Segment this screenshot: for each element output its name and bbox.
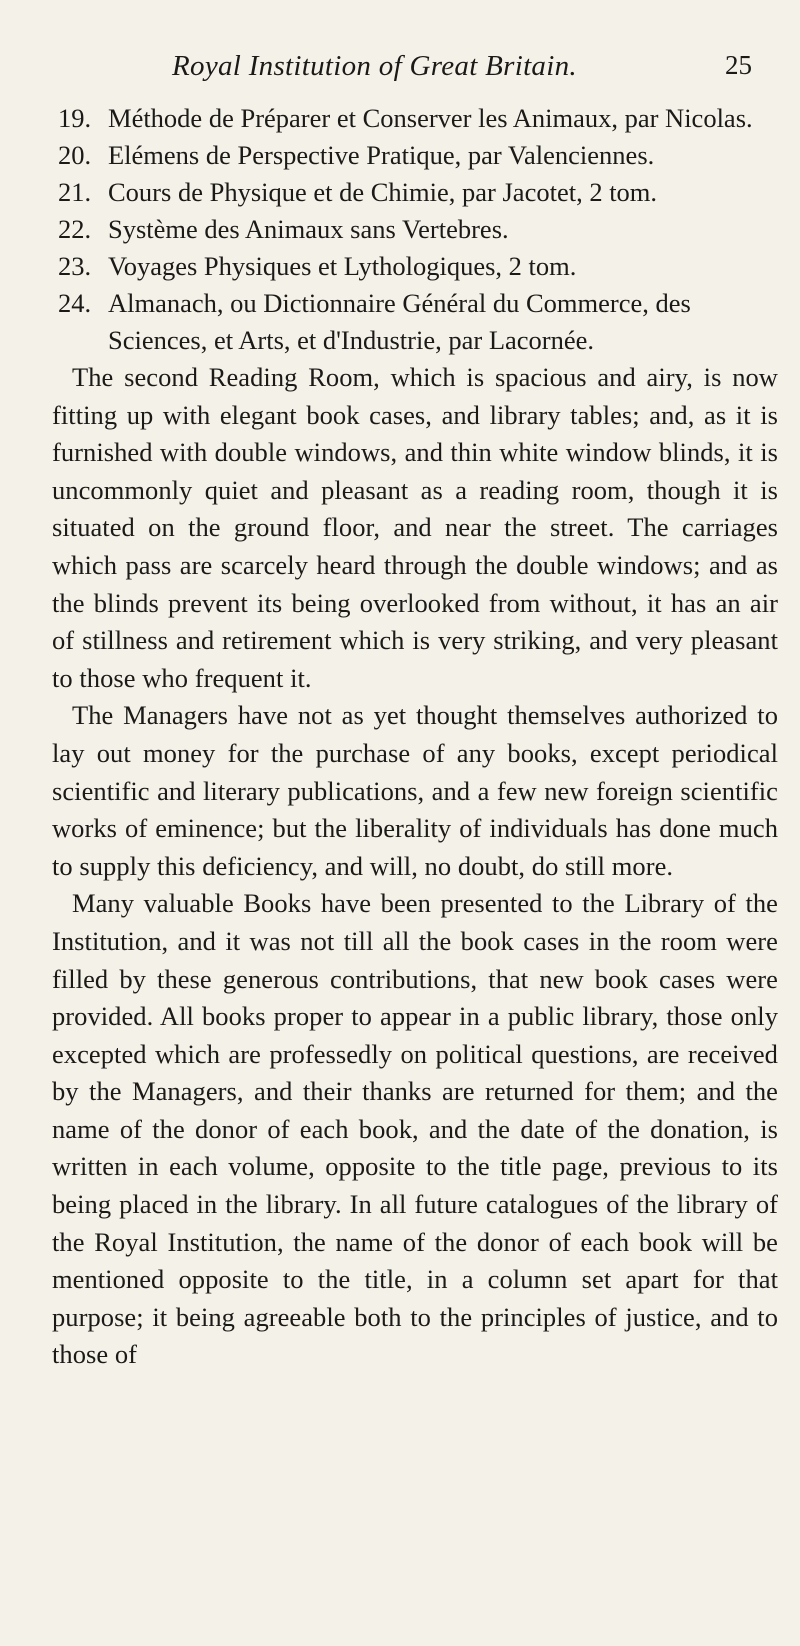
catalogue-entry (52, 211, 778, 248)
page-number: 25 (725, 50, 752, 80)
entry-text: Système des Animaux sans Vertebres. (108, 214, 509, 244)
entry-number: 22. (58, 214, 92, 244)
paragraph-managers: The Managers have not as yet thought themselves authorized to lay out money for the purchase of any books, except periodical scientific and literary publications, and a few new foreign scientific works of eminence; but the liberality of individuals has done much to supply this deficiency, and will, no doubt, do still more. (52, 700, 778, 881)
catalogue-entry (52, 285, 778, 359)
running-title: Royal Institution of Great Britain. (172, 50, 577, 82)
entry-text: Elémens de Perspective Pratique, par Valenciennes. (108, 140, 655, 170)
catalogue-entry (52, 248, 778, 285)
paragraph-reading-room: The second Reading Room, which is spacious and airy, is now fitting up with elegant book cases, and library tables; and, as it is furnished with double windows, and thin white window blinds, it is uncommonly quiet and pleasant as a reading room, though it is situated on the ground floor, and near the street. The carriages which pass are scarcely heard through the double windows; and as the blinds prevent its being overlooked from without, it has an air of stillness and retirement which is very striking, and very pleasant to those who frequent it. (52, 362, 778, 693)
body-text (52, 359, 778, 1374)
entry-number: 24. (58, 288, 92, 318)
entry-number: 23. (58, 251, 92, 281)
catalogue-entry (52, 137, 778, 174)
entry-number: 19. (58, 103, 92, 133)
entry-text: Cours de Physique et de Chimie, par Jacotet, 2 tom. (108, 177, 658, 207)
book-page (0, 50, 800, 1646)
entry-text: Almanach, ou Dictionnaire Général du Commerce, des Sciences, et Arts, et d'Industrie, par Lacornée. (108, 288, 691, 355)
entry-number: 21. (58, 177, 92, 207)
catalogue-entry (52, 100, 778, 137)
catalogue-list (52, 100, 778, 359)
running-header (52, 50, 778, 96)
entry-number: 20. (58, 140, 92, 170)
paragraph-library-books: Many valuable Books have been presented to the Library of the Institution, and it was not till all the book cases in the room were filled by these generous contributions, that new book cases were provided. All books proper to appear in a public library, those only excepted which are professedly on political questions, are received by the Managers, and their thanks are returned for them; and the name of the donor of each book, and the date of the donation, is written in each volume, opposite to the title page, previous to its being placed in the library. In all future catalogues of the library of the Royal Institution, the name of the donor of each book will be mentioned opposite to the title, in a column set apart for that purpose; it being agreeable both to the principles of justice, and to those of (52, 888, 778, 1370)
catalogue-entry (52, 174, 778, 211)
entry-text: Méthode de Préparer et Conserver les Animaux, par Nicolas. (108, 103, 753, 133)
entry-text: Voyages Physiques et Lythologiques, 2 tom. (108, 251, 577, 281)
